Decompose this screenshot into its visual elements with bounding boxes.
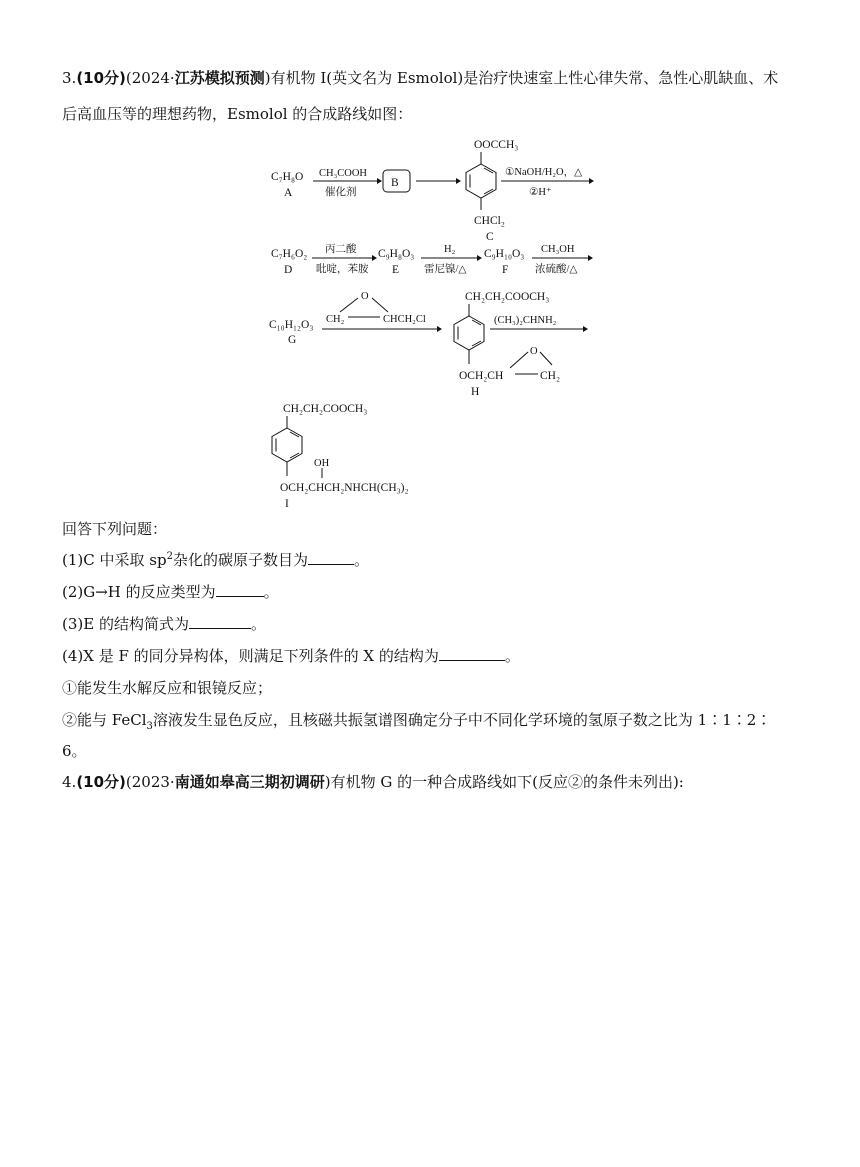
- sub-question-2-text: (2)G→H 的反应类型为: [62, 583, 216, 601]
- reaction8-reagent: (CH₃)₂CHNH₂: [494, 315, 557, 326]
- sub-question-1: [62, 550, 369, 570]
- compound-I-label: I: [285, 498, 289, 510]
- sub-question-2: [62, 582, 279, 602]
- q3-number: 3.: [62, 69, 77, 87]
- condition-2-text-cont: 溶液发生显色反应，且核磁共振氢谱图确定分子中不同化学环境的氢原子数之比为 1∶1∶2∶: [152, 711, 772, 729]
- q3-intro-line1: [62, 68, 778, 88]
- reaction1-condition: 催化剂: [325, 187, 357, 198]
- condition-2-sub: 3: [146, 721, 153, 732]
- epoxide-oxygen: O: [361, 291, 369, 302]
- compound-H-top: CH₂CH₂COOCH₃: [465, 291, 550, 303]
- sub-question-1-text-cont: 杂化的碳原子数目为: [172, 551, 308, 569]
- reaction4-condition: 吡啶，苯胺: [316, 264, 369, 275]
- sub-question-2-end: 。: [263, 583, 279, 601]
- answer-blank-1[interactable]: [308, 550, 354, 565]
- compound-I-bottom: OCH₂CHCH₂NHCH(CH₃)₂: [280, 482, 409, 494]
- reaction1-arrowhead: [377, 178, 382, 184]
- q3-intro-text: 有机物 I(英文名为 Esmolol)是治疗快速室上性心律失常、急性心肌缺血、术: [270, 69, 779, 87]
- reaction7-arrowhead: [437, 326, 442, 332]
- condition-1: ①能发生水解反应和银镜反应；: [62, 679, 273, 697]
- sub-question-4: [62, 646, 520, 666]
- q3-source-pre: (2024·: [125, 69, 175, 87]
- q3-score: (10分): [76, 69, 126, 87]
- compound-C-bottom: CHCl₂: [474, 215, 505, 227]
- q3-source: 江苏模拟预测: [174, 69, 265, 87]
- sub-question-3: [62, 614, 266, 634]
- compound-H-ch2: CH₂: [540, 370, 560, 382]
- compound-H-label: H: [471, 386, 480, 398]
- q4-intro: [62, 772, 684, 792]
- compound-C-top: OOCCH₃: [474, 139, 519, 151]
- q4-number: 4.: [62, 773, 77, 791]
- condition-2-continued: 6。: [62, 742, 87, 760]
- reaction3-condition: ②H⁺: [529, 187, 552, 198]
- reaction2-arrowhead: [456, 178, 461, 184]
- reaction6-arrowhead: [588, 255, 593, 261]
- compound-E-formula: C₉H₈O₃: [378, 248, 415, 260]
- q3-intro-line2: 后高血压等的理想药物，Esmolol 的合成路线如图：: [62, 105, 413, 123]
- sub-question-4-end: 。: [504, 647, 520, 665]
- synthesis-scheme: [0, 132, 860, 512]
- compound-C-ring: [466, 152, 496, 210]
- reaction4-reagent: 丙二酸: [325, 244, 357, 255]
- compound-A-label: A: [284, 187, 293, 199]
- compound-C-label: C: [486, 231, 494, 243]
- condition-2: [62, 710, 771, 730]
- q3-source-post: ): [264, 69, 271, 87]
- compound-A-formula: C₇H₈O: [271, 171, 304, 183]
- answer-blank-2[interactable]: [216, 582, 264, 597]
- compound-H-epoxide-oxygen: O: [530, 346, 538, 357]
- epoxide-ch2: CH₂: [326, 314, 345, 325]
- q4-source-pre: (2023·: [125, 773, 175, 791]
- condition-2-text: ②能与 FeCl: [62, 711, 147, 729]
- reaction5-reagent: H₂: [444, 244, 456, 255]
- compound-D-label: D: [284, 264, 293, 276]
- compound-H-ether: OCH₂CH: [459, 370, 504, 382]
- reaction3-arrowhead: [589, 178, 594, 184]
- compound-F-label: F: [502, 264, 509, 276]
- q4-source-post: ): [324, 773, 331, 791]
- reaction5-condition: 雷尼镍/△: [424, 264, 467, 275]
- sub-question-3-text: (3)E 的结构简式为: [62, 615, 189, 633]
- compound-G-label: G: [288, 334, 297, 346]
- q4-intro-text: 有机物 G 的一种合成路线如下(反应②的条件未列出):: [330, 773, 684, 791]
- answer-blank-3[interactable]: [189, 614, 251, 629]
- compound-D-formula: C₇H₆O₂: [271, 248, 308, 260]
- answer-prompt: 回答下列问题：: [62, 520, 168, 538]
- reaction6-condition: 浓硫酸/△: [535, 264, 578, 275]
- answer-blank-4[interactable]: [439, 646, 505, 661]
- sub-question-1-end: 。: [353, 551, 369, 569]
- compound-I-top: CH₂CH₂COOCH₃: [283, 403, 368, 415]
- compound-G-formula: C₁₀H₁₂O₃: [269, 319, 314, 331]
- reaction5-arrowhead: [477, 255, 482, 261]
- reaction1-reagent: CH₃COOH: [319, 168, 367, 179]
- q4-source: 南通如皋高三期初调研: [174, 773, 325, 791]
- reaction6-reagent: CH₃OH: [541, 244, 575, 255]
- sub-question-1-text: (1)C 中采取 sp: [62, 551, 167, 569]
- q4-score: (10分): [76, 773, 126, 791]
- sub-question-3-end: 。: [250, 615, 266, 633]
- compound-I-hydroxyl: OH: [314, 458, 330, 469]
- compound-B-label: B: [391, 177, 399, 189]
- epoxide-rest: CHCH₂Cl: [383, 314, 426, 325]
- sub-question-4-text: (4)X 是 F 的同分异构体，则满足下列条件的 X 的结构为: [62, 647, 439, 665]
- sub-question-1-sup: 2: [166, 551, 173, 562]
- reaction4-arrowhead: [372, 255, 377, 261]
- compound-F-formula: C₉H₁₀O₃: [484, 248, 525, 260]
- reaction3-reagent: ①NaOH/H₂O，△: [505, 167, 583, 178]
- reaction8-arrowhead: [583, 326, 588, 332]
- compound-E-label: E: [392, 264, 400, 276]
